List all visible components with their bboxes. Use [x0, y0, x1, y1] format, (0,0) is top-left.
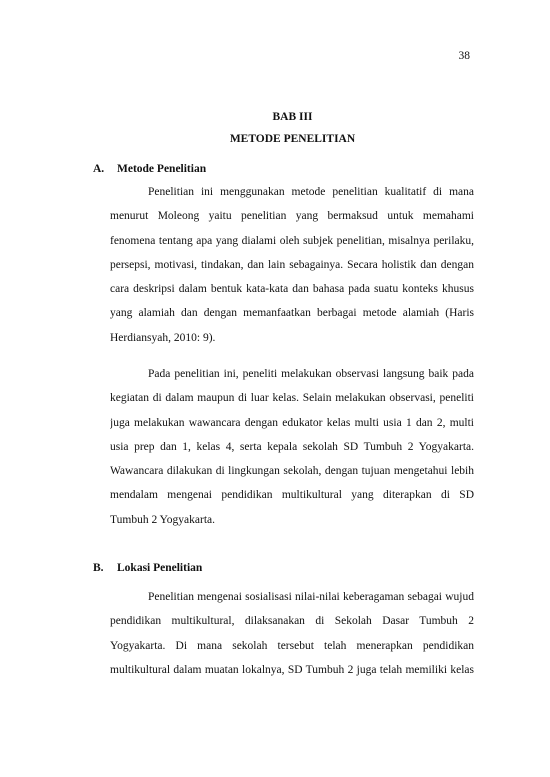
section-letter: A.	[93, 163, 105, 175]
paragraph-line: pendidikan multikultural, dilaksanakan di Sekolah Dasar Tumbuh 2	[110, 615, 474, 628]
section-letter: B.	[93, 562, 104, 574]
paragraph-line: Herdiansyah, 2010: 9).	[110, 331, 216, 344]
paragraph-line: Penelitian mengenai sosialisasi nilai-nilai keberagaman sebagai wujud	[148, 591, 474, 603]
chapter-title: METODE PENELITIAN	[229, 133, 356, 145]
paragraph-line: fenomena tentang apa yang dialami oleh subjek penelitian, misalnya perilaku,	[110, 234, 474, 247]
paragraph-line: yang alamiah dan dengan memanfaatkan berbagai metode alamiah (Haris	[110, 307, 474, 320]
paragraph-line: Pada penelitian ini, peneliti melakukan observasi langsung baik pada	[148, 368, 474, 380]
paragraph-line: usia prep dan 1, kelas 4, serta kepala sekolah SD Tumbuh 2 Yogyakarta.	[110, 440, 474, 453]
paragraph-a1	[110, 180, 474, 350]
paragraph-line: multikultural dalam muatan lokalnya, SD Tumbuh 2 juga telah memiliki kelas	[110, 663, 474, 676]
paragraph-line: Tumbuh 2 Yogyakarta.	[110, 513, 216, 526]
paragraph-line: juga melakukan wawancara dengan edukator kelas multi usia 1 dan 2, multi	[110, 416, 474, 429]
paragraph-line: mendalam mengenai pendidikan multikultural yang diterapkan di SD	[110, 489, 474, 502]
paragraph-line: cara deskripsi dalam bentuk kata-kata dan bahasa pada suatu konteks khusus	[110, 283, 474, 296]
page-number: 38	[458, 50, 470, 62]
section-title: Lokasi Penelitian	[117, 562, 203, 574]
paragraph-b1	[110, 585, 474, 682]
paragraph-line: Wawancara dilakukan di lingkungan sekolah, dengan tujuan mengetahui lebih	[110, 465, 474, 478]
section-heading-a	[93, 163, 206, 175]
section-title: Metode Penelitian	[117, 163, 207, 175]
section-heading-b	[93, 562, 202, 574]
paragraph-line: persepsi, motivasi, tindakan, dan lain sebagainya. Secara holistik dan dengan	[110, 258, 474, 271]
paragraph-line: Penelitian ini menggunakan metode penelitian kualitatif di mana	[148, 186, 474, 198]
paragraph-a2	[110, 362, 474, 532]
chapter-number: BAB III	[272, 111, 313, 123]
paragraph-line: menurut Moleong yaitu penelitian yang bermaksud untuk memahami	[110, 210, 474, 223]
paragraph-line: Yogyakarta. Di mana sekolah tersebut telah menerapkan pendidikan	[110, 639, 474, 652]
paragraph-line: kegiatan di dalam maupun di luar kelas. Selain melakukan observasi, peneliti	[110, 392, 474, 405]
